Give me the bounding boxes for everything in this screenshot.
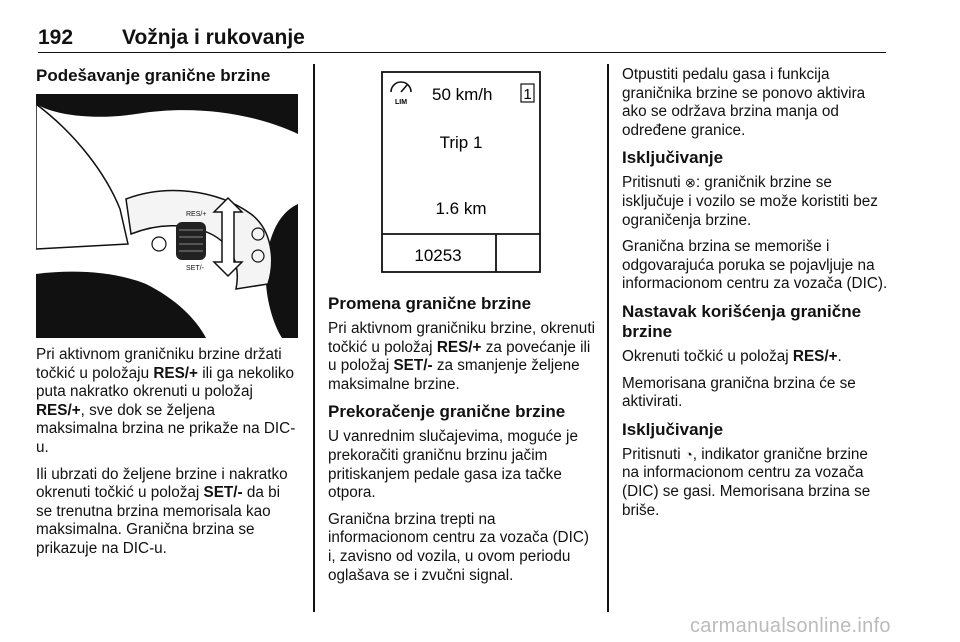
paragraph-change-limit: Pri aktivnom graničniku brzine, okrenuti točkić u položaj RES/+ za povećanje ili u položaj SET/- za smanjenje željene maksimalne brzine. xyxy=(328,320,595,393)
paragraph-resume-2: Memorisana granična brzina će se aktivirati. xyxy=(622,374,856,411)
page-number: 192 xyxy=(38,26,74,49)
column-divider-1 xyxy=(313,64,315,612)
paragraph-resume-1: Okrenuti točkić u položaj RES/+. xyxy=(622,347,842,365)
dic-display-illustration xyxy=(328,64,596,282)
dic-gear: 1 xyxy=(523,86,532,103)
heading-speed-limit-setting: Podešavanje granične brzine xyxy=(36,66,271,85)
paragraph-set-limit-1: Pri aktivnom graničniku brzine držati točkić u položaju RES/+ ili ga nekoliko puta nakratko okrenuti u položaj RES/+, sve dok se željena maksimalna brzina ne prikaže na DIC-u. xyxy=(36,346,296,456)
speed-limiter-icon: ◔ xyxy=(684,446,693,462)
lim-label: LIM xyxy=(394,99,408,106)
paragraph-deactivation-1: Pritisnuti ⊗: graničnik brzine se isključuje i vozilo se može koristiti bez ograničenja brzine. xyxy=(622,174,878,229)
column-3 xyxy=(622,66,888,528)
steering-wheel-illustration xyxy=(36,94,298,338)
wheel-res-label: RES/+ xyxy=(186,211,207,218)
paragraph-deactivation-2: Pritisnuti ◔, indikator granične brzine na informacionom centru za vozača (DIC) se gasi. Memorisana brzina se briše. xyxy=(622,445,871,519)
wheel-set-label: SET/- xyxy=(186,265,204,272)
column-divider-2 xyxy=(607,64,609,612)
watermark: carmanualsonline.info xyxy=(690,615,891,637)
dic-speed: 50 km/h xyxy=(432,85,493,104)
heading-deactivation-1: Isključivanje xyxy=(622,148,724,168)
paragraph-set-limit-2: Ili ubrzati do željene brzine i nakratko okrenuti točkić u položaj SET/- da bi se trenutna brzina memorisala kao maksimalna. Granična brzina se prikazuje na DIC-u. xyxy=(36,465,288,557)
paragraph-memory: Granična brzina se memoriše i odgovarajuća poruka se pojavljuje na informacionom centru za vozača (DIC). xyxy=(622,238,888,293)
dic-trip-value: 1.6 km xyxy=(435,199,487,218)
dic-odometer: 10253 xyxy=(414,246,462,265)
dic-trip-label: Trip 1 xyxy=(439,133,483,152)
paragraph-exceed-2: Granična brzina trepti na informacionom centru za vozača (DIC) i, zavisno od vozila, u ovom periodu oglašava se i zvučni signal. xyxy=(328,510,589,584)
limiter-off-icon: ⊗ xyxy=(684,175,696,191)
heading-resume: Nastavak korišćenja granične brzine xyxy=(622,301,862,341)
thumbwheel-icon xyxy=(176,222,206,260)
heading-exceed-limit: Prekoračenje granične brzine xyxy=(328,402,566,422)
paragraph-exceed-1: U vanrednim slučajevima, moguće je prekoračiti graničnu brzinu jačim pritiskanjem pedale gasa iza tačke otpora. xyxy=(328,428,578,502)
paragraph-release-pedal: Otpustiti pedalu gasa i funkcija graničnika brzine se ponovo aktivira ako se održava brzina manja od određene granice. xyxy=(622,66,866,139)
column-2 xyxy=(328,294,596,593)
heading-deactivation-2: Isključivanje xyxy=(622,419,724,439)
section-title: Vožnja i rukovanje xyxy=(122,26,305,49)
column-1 xyxy=(36,66,298,567)
page-header xyxy=(38,26,886,53)
heading-change-limit: Promena granične brzine xyxy=(328,294,532,313)
